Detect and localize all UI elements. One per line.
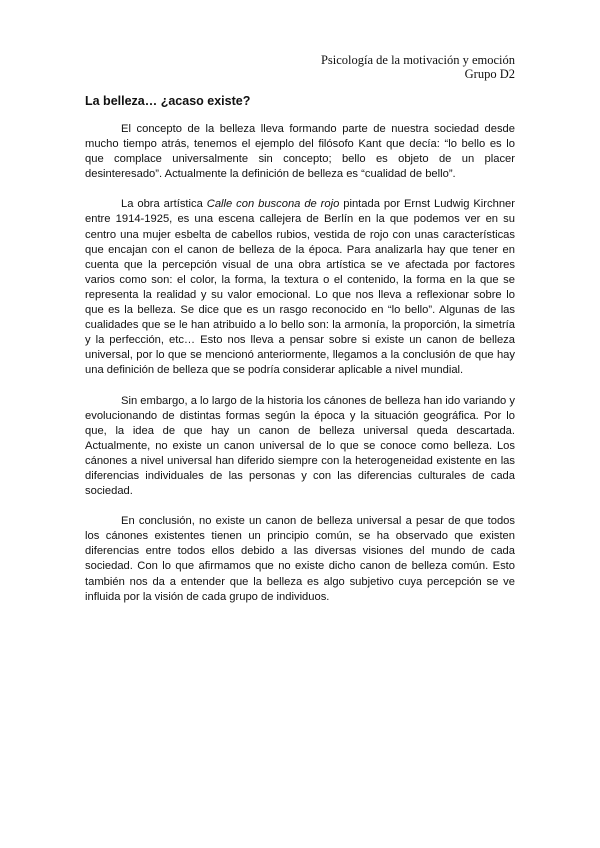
document-title: La belleza… ¿acaso existe? [85,94,251,108]
paragraph-1: El concepto de la belleza lleva formando parte de nuestra sociedad desde mucho tiempo atrás, tenemos el ejemplo del filósofo Kant que decía: “lo bello es lo que complace universalmente sin concepto; bello es objeto de un placer desinteresado”. Actualmente la definición de belleza es “cualidad de bello”. [85,123,515,181]
paragraph-2 [85,197,515,378]
header-course: Psicología de la motivación y emoción [320,53,515,67]
document-body [85,122,515,620]
header-group: Grupo D2 [464,67,515,81]
paragraph-2-intro: La obra artística [121,198,207,211]
paragraph-2-rest: pintada por Ernst Ludwig Kirchner entre 1914-1925, es una escena callejera de Berlín en la que podemos ver en su centro una mujer esbelta de cabellos rubios, vestida de rojo con unas características que encajan con el canon de belleza de la época. Para analizarla hay que tener en cuenta que la percepción visual de una obra artística se ve afectada por factores varios como son: el color, la forma, la textura o el contenido, la forma en la que se representa la realidad y su valor emocional. Lo que nos lleva a reflexionar sobre lo que es la belleza. Se dice que es un rasgo reconocido en “lo bello”. Algunas de las cualidades que se le han atribuido a lo bello son: la armonía, la proporción, la simetría y la perfección, etc… Esto nos lleva a pensar sobre si existe un canon de belleza universal, por lo que se mencionó anteriormente, llegamos a la conclusión de que hay una definición de belleza que se podría considerar aplicable a nivel mundial. [85,198,516,377]
document-header [321,53,515,81]
artwork-title: Calle con buscona de rojo [206,198,340,211]
paragraph-4: En conclusión, no existe un canon de belleza universal a pesar de que todos los cánones existentes tienen un principio común, se ha observado que existen diferencias entre todos ellos debido a las diversas visiones del mundo de cada sociedad. Con lo que afirmamos que no existe dicho canon de belleza común. Esto también nos da a entender que la belleza es algo subjetivo cuya percepción se ve influida por la visión de cada grupo de individuos. [85,515,515,603]
paragraph-3: Sin embargo, a lo largo de la historia los cánones de belleza han ido variando y evolucionando de distintas formas según la época y la situación geográfica. Por lo que, la idea de que hay un canon de belleza universal queda descartada. Actualmente, no existe un canon universal de lo que se conoce como belleza. Los cánones a nivel universal han diferido siempre con la heterogeneidad existente en las diferencias individuales de las personas y con las diferencias culturales de cada sociedad. [85,394,515,498]
